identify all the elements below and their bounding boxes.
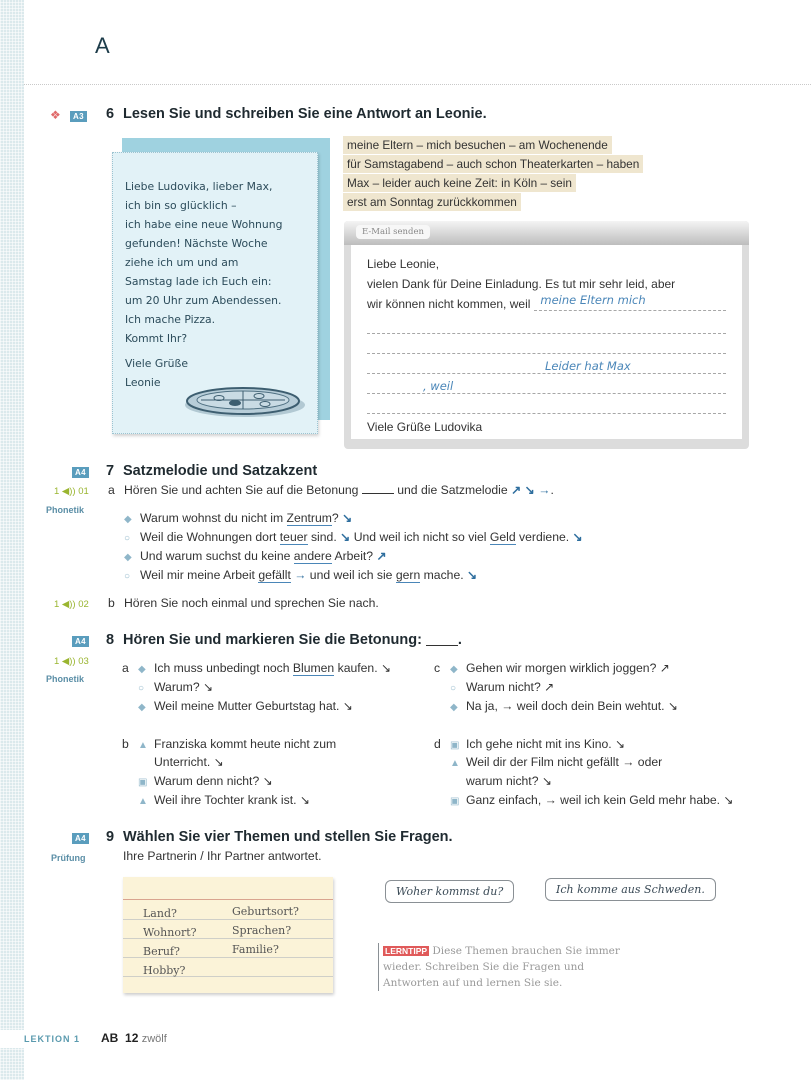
page-edge-gap: [0, 1030, 24, 1048]
text: Gehen wir morgen wirklich joggen? ↗: [466, 661, 670, 675]
email-body[interactable]: [351, 245, 742, 439]
text: Ich muss unbedingt noch: [154, 661, 293, 675]
answer-line[interactable]: [367, 394, 726, 414]
phonetik-label: Phonetik: [46, 674, 85, 684]
diamond-bullet-icon: ◆: [450, 702, 458, 713]
text: Na ja, → weil doch dein Bein wehtut. ↘: [466, 699, 679, 713]
dialogue-line: [450, 680, 554, 694]
text: Warum denn nicht? ↘: [154, 774, 273, 788]
text: ?: [331, 511, 343, 525]
pruefung-label: Prüfung: [51, 853, 86, 863]
topic-item: Sprachen?: [232, 924, 292, 937]
footer-page: [101, 1031, 167, 1045]
intonation-arrows-icon: ↗ ↘ →: [511, 483, 551, 497]
audio-track-03[interactable]: 1 ◀)) 03: [54, 656, 89, 667]
arrow-up-icon: ↗: [376, 549, 387, 563]
text: mache.: [420, 568, 467, 582]
dialogue-line: [138, 793, 310, 807]
exercise-8-badge: A4: [72, 636, 89, 647]
note-line: Samstag lade ich Euch ein:: [125, 275, 272, 288]
dialogue-line: b ▲ Franziska kommt heute nicht zum: [122, 737, 337, 751]
email-form: [344, 221, 749, 449]
speech-bubble-answer: Ich komme aus Schweden.: [545, 878, 716, 901]
email-greeting: Liebe Leonie,: [367, 257, 440, 271]
topic-item: Beruf?: [143, 945, 180, 958]
email-line-2: wir können nicht kommen, weil: [367, 297, 531, 311]
pizza-icon: [179, 381, 309, 421]
square-bullet-icon: ▣: [450, 796, 460, 807]
dialogue-line: [138, 699, 353, 713]
topic-item: Land?: [143, 907, 177, 920]
dialogue-line: c ◆ Gehen wir morgen wirklich joggen? ↗: [434, 661, 670, 675]
invitation-note: [112, 152, 318, 434]
stressed-word: Zentrum: [286, 511, 332, 525]
stressed-word: teuer: [279, 530, 308, 544]
item-letter: a: [108, 483, 115, 497]
note-closing: Viele Grüße: [125, 357, 188, 370]
exercise-7a-instruction: a Hören Sie und achten Sie auf die Betonung und die Satzmelodie ↗ ↘ →.: [108, 483, 554, 497]
exercise-9-number: 9: [106, 829, 115, 845]
section-letter: A: [95, 33, 110, 58]
arrow-down-icon: ↘: [572, 530, 583, 544]
exercise-8-title: Hören Sie und markieren Sie die Betonung:: [123, 632, 422, 648]
dialogue-line: [450, 699, 678, 713]
answer-line[interactable]: [367, 334, 726, 354]
topic-item: Familie?: [232, 943, 279, 956]
email-closing: Viele Grüße Ludovika: [367, 420, 483, 434]
stressed-word: andere: [293, 549, 332, 563]
cue-phrase: erst am Sonntag zurückkommen: [343, 193, 521, 211]
dialogue-line: d ▣ Ich gehe nicht mit ins Kino. ↘: [434, 737, 626, 751]
text: Weil mir meine Arbeit: [140, 568, 259, 582]
speech-bubble-question: Woher kommst du?: [385, 880, 514, 903]
page-number-word: zwölf: [141, 1033, 167, 1045]
text: sind.: [307, 530, 341, 544]
stressed-word: gefällt: [258, 568, 291, 582]
exercise-7-number: 7: [106, 463, 115, 479]
cue-phrase: Max – leider auch keine Zeit: in Köln – sein: [343, 174, 576, 192]
triangle-bullet-icon: ▲: [138, 796, 148, 807]
text: Weil meine Mutter Geburtstag hat. ↘: [154, 699, 353, 713]
square-bullet-icon: ▣: [450, 740, 460, 751]
instruction-text: und die Satzmelodie: [397, 483, 508, 497]
dialogue-line: a ◆ Ich muss unbedingt noch Blumen kaufen. ↘: [122, 661, 392, 675]
email-header: [344, 221, 749, 245]
arrow-down-icon: ↘: [340, 530, 351, 544]
cue-phrase: für Samstagabend – auch schon Theaterkarten – haben: [343, 155, 643, 173]
handwritten-answer: meine Eltern mich: [540, 293, 646, 307]
arrow-right-icon: →: [294, 568, 307, 582]
text: Unterricht. ↘: [154, 755, 224, 769]
diamond-bullet-icon: ◆: [138, 702, 146, 713]
diamond-bullet-icon: ◆: [124, 514, 132, 525]
dialogue-line: [124, 511, 352, 525]
dialogue-line: [124, 568, 477, 582]
note-line: gefunden! Nächste Woche: [125, 237, 268, 250]
circle-bullet-icon: ○: [138, 683, 145, 694]
square-bullet-icon: ▣: [138, 777, 148, 788]
footer-lesson: LEKTION 1: [24, 1034, 81, 1044]
circle-bullet-icon: ○: [124, 533, 131, 544]
triangle-bullet-icon: ▲: [138, 740, 148, 751]
exercise-6-number: 6: [106, 106, 115, 122]
exercise-8-number: 8: [106, 632, 115, 648]
page-number: 12: [125, 1031, 139, 1045]
text: Warum wohnst du nicht im: [140, 511, 287, 525]
circle-bullet-icon: ○: [450, 683, 457, 694]
text: Warum? ↘: [154, 680, 214, 694]
note-line: ich bin so glücklich –: [125, 199, 237, 212]
note-line: um 20 Uhr zum Abendessen.: [125, 294, 282, 307]
text: Ganz einfach, → weil ich kein Geld mehr habe. ↘: [466, 793, 734, 807]
note-line: ich habe eine neue Wohnung: [125, 218, 283, 231]
text: Weil die Wohnungen dort: [140, 530, 280, 544]
arrow-down-icon: ↘: [467, 568, 478, 582]
stressed-word: Blumen: [292, 661, 335, 675]
phonetik-label: Phonetik: [46, 505, 85, 515]
answer-line[interactable]: [367, 314, 726, 334]
text: verdiene.: [515, 530, 573, 544]
learning-tip: [378, 943, 638, 991]
audio-track-02[interactable]: 1 ◀)) 02: [54, 599, 89, 610]
exercise-6-badge: A3: [70, 111, 87, 122]
diamond-bullet-icon: ◆: [124, 552, 132, 563]
text: Arbeit?: [331, 549, 377, 563]
email-line-1: vielen Dank für Deine Einladung. Es tut mir sehr leid, aber: [367, 277, 676, 291]
audio-track-01[interactable]: 1 ◀)) 01: [54, 486, 89, 497]
topic-item: Hobby?: [143, 964, 186, 977]
topic-item: Wohnort?: [143, 926, 197, 939]
exercise-7-badge: A4: [72, 467, 89, 478]
page-edge-pattern: [0, 0, 24, 1080]
exercise-6-heading: [106, 106, 487, 122]
text: Weil dir der Film nicht gefällt → oder: [466, 755, 663, 769]
dialogue-line: [138, 680, 213, 694]
exercise-9-subtitle: Ihre Partnerin / Ihr Partner antwortet.: [123, 849, 322, 863]
note-signature: Leonie: [125, 376, 161, 389]
circle-bullet-icon: ○: [124, 571, 131, 582]
answer-blank-1[interactable]: [534, 294, 726, 311]
exercise-9-title: Wählen Sie vier Themen und stellen Sie Fragen.: [123, 829, 453, 845]
tip-text: Diese Themen brauchen Sie immer wieder. Schreiben Sie die Fragen und Antworten auf und lernen Sie sie.: [383, 945, 620, 989]
card-margin-line: [123, 899, 333, 900]
exercise-8-heading: 8 Hören Sie und markieren Sie die Betonung: .: [106, 632, 462, 648]
answer-blank[interactable]: [426, 634, 458, 646]
answer-line[interactable]: [367, 374, 726, 394]
item-letter: b: [108, 596, 115, 610]
exercise-9-badge: A4: [72, 833, 89, 844]
topic-item: Geburtsort?: [232, 905, 299, 918]
diamond-icon: ❖: [50, 108, 61, 122]
note-line: Kommt Ihr?: [125, 332, 188, 345]
dialogue-line: [466, 774, 552, 788]
text: kaufen. ↘: [334, 661, 392, 675]
instruction-text: Hören Sie und achten Sie auf die Betonung: [124, 483, 359, 497]
text: Ich gehe nicht mit ins Kino. ↘: [466, 737, 626, 751]
note-line: Ich mache Pizza.: [125, 313, 216, 326]
dialogue-line: [154, 755, 224, 769]
text: Warum nicht? ↗: [466, 680, 555, 694]
stressed-word: gern: [395, 568, 421, 582]
answer-blank[interactable]: [362, 493, 394, 494]
arrow-down-icon: ↘: [342, 511, 353, 525]
cue-phrase: meine Eltern – mich besuchen – am Wochenende: [343, 136, 612, 154]
text: Und warum suchst du keine: [140, 549, 294, 563]
handwritten-answer: Leider hat Max: [545, 359, 631, 373]
dialogue-line: [450, 793, 734, 807]
exercise-7-title: Satzmelodie und Satzakzent: [123, 463, 318, 479]
exercise-7-heading: [106, 463, 317, 479]
note-line: ziehe ich um und am: [125, 256, 239, 269]
footer-ab-label: AB: [101, 1031, 119, 1045]
dialogue-line: [124, 530, 583, 544]
handwritten-answer: , weil: [423, 379, 454, 393]
text: und weil ich sie: [306, 568, 396, 582]
text: Weil ihre Tochter krank ist. ↘: [154, 793, 311, 807]
exercise-6-title: Lesen Sie und schreiben Sie eine Antwort an Leonie.: [123, 106, 487, 122]
instruction-text: Hören Sie noch einmal und sprechen Sie nach.: [124, 596, 379, 610]
exercise-7b-instruction: [108, 596, 379, 610]
stressed-word: Geld: [489, 530, 516, 544]
triangle-bullet-icon: ▲: [450, 758, 460, 769]
header-divider: [24, 84, 811, 85]
diamond-bullet-icon: ◆: [138, 664, 146, 675]
text: warum nicht? ↘: [466, 774, 553, 788]
email-send-tab[interactable]: E-Mail senden: [356, 225, 430, 239]
exercise-9-heading: [106, 829, 453, 845]
lerntipp-badge: LERNTIPP: [385, 946, 428, 956]
text: Franziska kommt heute nicht zum: [154, 737, 337, 751]
topics-index-card: [123, 877, 333, 993]
answer-line[interactable]: [367, 354, 726, 374]
text: Und weil ich nicht so viel: [350, 530, 490, 544]
diamond-bullet-icon: ◆: [450, 664, 458, 675]
dialogue-line: [124, 549, 387, 563]
dialogue-line: [450, 755, 662, 769]
dialogue-line: [138, 774, 273, 788]
note-line: Liebe Ludovika, lieber Max,: [125, 180, 273, 193]
